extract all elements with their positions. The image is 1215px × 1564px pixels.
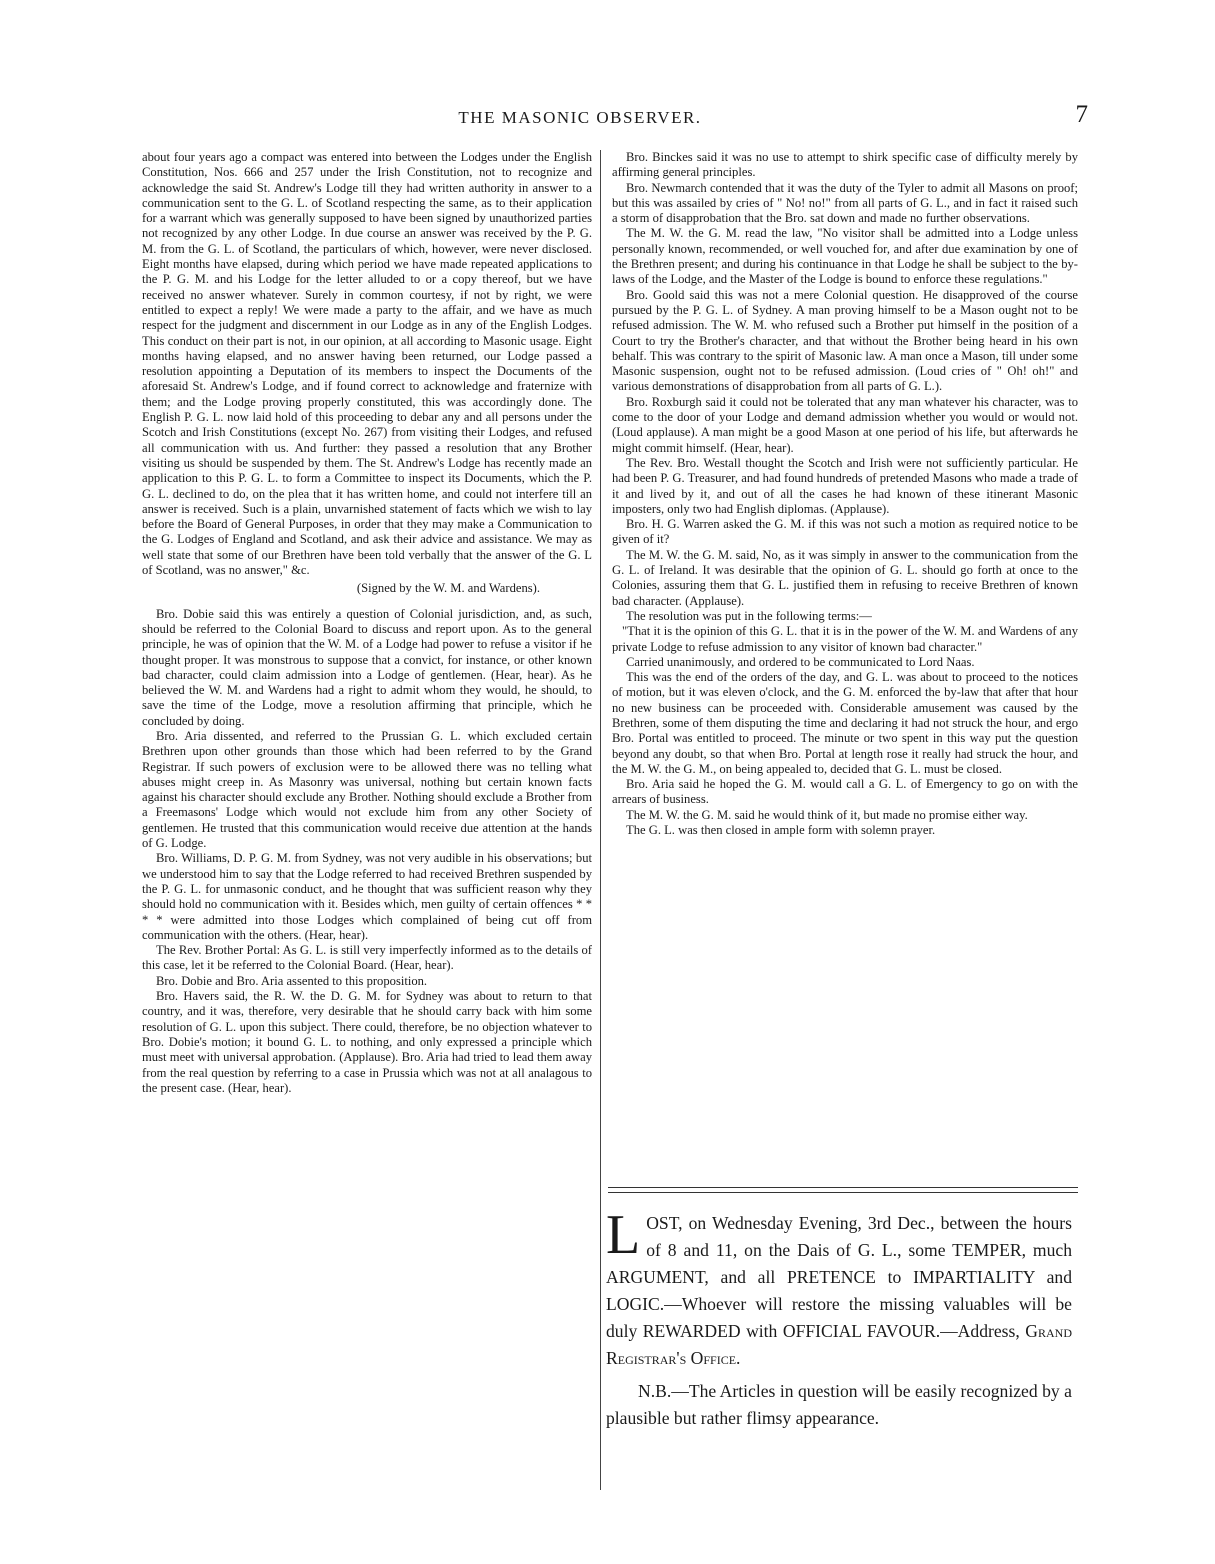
notice-body-paragraph <box>606 1204 1072 1372</box>
notice-body: OST, on Wednesday Evening, 3rd Dec., between the hours of 8 and 11, on the Dais of G. L., some TEMPER, much ARGUMENT, and all PRETENCE to IMPARTIALITY and LOGIC.—Whoever will restore the missing valuables will be duly REWARDED with OFFICIAL FAVOUR.—Address, <box>606 1213 1072 1341</box>
paragraph: Carried unanimously, and ordered to be communicated to Lord Naas. <box>626 654 975 669</box>
paragraph: Bro. Newmarch contended that it was the duty of the Tyler to admit all Masons on proof; but this was assailed by cries of " No! no!" from all parts of G. L., and in fact it raised such a storm of disapprobation that the Bro. sat down and made no further observations. <box>612 180 1078 226</box>
paragraph: Bro. Aria dissented, and referred to the Prussian G. L. which excluded certain Brethren upon other grounds than those which had been referred to by the Grand Registrar. If such powers of exclusion were to be allowed there was no telling what abuses might creep in. As Masonry was universal, nothing but certain known facts against his character should exclude any Brother. Nothing should exclude a Brother from a Freemasons' Lodge which would not exclude him from any other Society of gentlemen. He trusted that this communication would receive due attention at the hands of G. Lodge. <box>142 728 592 851</box>
paragraph: This was the end of the orders of the day, and G. L. was about to proceed to the notices of motion, but it was eleven o'clock, and the G. M. enforced the by-law that after that hour no new business can be proceeded with. Considerable amusement was caused by the Brethren, some of them disputing the time and declaring it had not struck the hour, and ergo Bro. Portal was entitled to proceed. The minute or two spent in this way put the question beyond any doubt, so that when Bro. Portal at length rose it really had struck the hour, and the M. W. the G. M., on being appealed to, decided that G. L. must be closed. <box>612 670 1078 776</box>
column-divider <box>600 150 601 1490</box>
notice-separator <box>608 1187 1078 1193</box>
paragraph: The G. L. was then closed in ample form with solemn prayer. <box>626 823 936 838</box>
notice-address: Grand Registrar's Office. <box>606 1321 1072 1368</box>
paragraph: Bro. Goold said this was not a mere Colonial question. He disapproved of the course pursued by the P. G. L. of Sydney. A man proving himself to be a Mason ought not to be refused admission. The W. M. who refused such a Brother put himself in the position of a Court to try the Brother's character, and that without the Brother being heard in his own behalf. This was contrary to the spirit of Masonic law. A man once a Mason, till under some Masonic suspension, ought not to be refused admission. (Loud cries of " Oh! oh!" and various demonstrations of disapprobation from all parts of G. L.). <box>612 287 1078 394</box>
drop-cap: L <box>606 1204 641 1266</box>
paragraph: The M. W. the G. M. said he would think of it, but made no promise either way. <box>626 807 1028 822</box>
signature-line: (Signed by the W. M. and Wardens). <box>356 581 540 596</box>
notice-nb: N.B.—The Articles in question will be easily recognized by a plausible but rather flimsy appearance. <box>606 1381 1072 1428</box>
paragraph: Bro. Roxburgh said it could not be tolerated that any man whatever his character, was to come to the door of your Lodge and demand admission whether you would or would not. (Loud applause). A man might be a good Mason at one period of his life, but afterwards he might commit himself. (Hear, hear). <box>612 394 1078 455</box>
paragraph: about four years ago a compact was entered into between the Lodges under the English Constitution, Nos. 666 and 257 under the Irish Constitution, not to recognize and acknowledge the said St. Andrew's Lodge till they had written authority in answer to a communication sent to the G. L. of Scotland respecting the same, as to their application for a warrant which was generally supposed to have been signed by unauthorized parties not recognized by any other Lodge. In due course an answer was received by the P. G. M. from the G. L. of Scotland, the particulars of which, however, were never disclosed. Eight months have elapsed, during which period we have made repeated applications to the P. G. M. and his Lodge for the letter alluded to or a copy thereof, but we have received no answer whatever. Surely in common courtesy, if not by right, we were entitled to expect a reply! We were made a party to the affair, and we have as much respect for the judgment and discernment in our Lodge as in any of the English Lodges. This conduct on their part is not, in our opinion, at all according to Masonic usage. Eight months having elapsed, and no answer having been returned, our Lodge passed a resolution appointing a Deputation of its members to inspect the Documents of the aforesaid St. Andrew's Lodge, and if found correct to acknowledge and fraternize with them; and the Lodge proving properly constituted, this was accordingly done. The English P. G. L. now laid hold of this proceeding to debar any and all persons under the Scotch and Irish Constitutions (except No. 267) from visiting their Lodges, and refused all communication with us. And further: they passed a resolution that any Brother visiting us should be suspended by them. The St. Andrew's Lodge has recently made an application to this P. G. L. to form a Committee to inspect its Documents, which the P. G. L. declined to do, on the plea that it has written home, and could not interfere till an answer is received. Such is a plain, unvarnished statement of facts which we wish to lay before the Board of General Purposes, in order that they may make a Communication to the G. Lodges of England and Scotland, and ask their advice and assistance. We may as well state that some of our Brethren have been told verbally that the answer of the G. L of Scotland, was no answer," &c. <box>142 150 592 578</box>
paragraph: The resolution was put in the following terms:— <box>626 608 872 623</box>
left-column <box>142 150 592 1096</box>
paragraph: The M. W. the G. M. read the law, "No visitor shall be admitted into a Lodge unless personally known, recommended, or well vouched for, and after due examination by one of the Brethren present; and during his continuance in that Lodge he shall be subject to the by-laws of the Lodge, and the Master of the Lodge is bound to enforce these regulations." <box>612 226 1078 287</box>
right-column <box>612 150 1078 838</box>
paragraph: Bro. Binckes said it was no use to attempt to shirk specific case of difficulty merely by affirming general principles. <box>612 150 1078 180</box>
paragraph: Bro. Williams, D. P. G. M. from Sydney, was not very audible in his observations; but we understood him to say that the Lodge referred to had received Brethren suspended by the P. G. L. for unmasonic conduct, and he thought that was sufficient reason why they should hold no communication with it. Besides which, men guilty of certain offences * * * * were admitted into those Lodges which complained of being cut off from communication with the others. (Hear, hear). <box>142 851 592 942</box>
lost-notice <box>606 1204 1072 1432</box>
page-number: 7 <box>1075 101 1088 128</box>
resolution-quote: "That it is the opinion of this G. L. that it is in the power of the W. M. and Wardens of any private Lodge to refuse admission to any visitor of known bad character." <box>612 624 1078 654</box>
running-title: THE MASONIC OBSERVER. <box>458 108 702 127</box>
paragraph: Bro. Aria said he hoped the G. M. would call a G. L. of Emergency to go on with the arrears of business. <box>612 777 1078 807</box>
paragraph: The Rev. Bro. Westall thought the Scotch and Irish were not sufficiently particular. He had been P. G. Treasurer, and had found hundreds of pretended Masons who made a trade of it and lived by it, and out of all the cases he had known of these itinerant Masonic imposters, only two had English diplomas. (Applause). <box>612 455 1078 516</box>
paragraph: Bro. Havers said, the R. W. the D. G. M. for Sydney was about to return to that country, and it was, therefore, very desirable that he should carry back with him some resolution of G. L. upon this subject. There could, therefore, be no objection whatever to Bro. Dobie's motion; it bound G. L. to nothing, and only expressed a principle which must meet with universal approbation. (Applause). Bro. Aria had tried to lead them away from the real question by referring to a case in Prussia which was not at all analagous to the present case. (Hear, hear). <box>142 989 592 1095</box>
paragraph: Bro. H. G. Warren asked the G. M. if this was not such a motion as required notice to be given of it? <box>612 517 1078 547</box>
paragraph: The M. W. the G. M. said, No, as it was simply in answer to the communication from the G. L. of Ireland. It was desirable that the opinion of G. L. should go forth at once to the Colonies, assuring them that G. L. justified them in refusing to receive Brethren of known bad character. (Applause). <box>612 547 1078 608</box>
paragraph: The Rev. Brother Portal: As G. L. is still very imperfectly informed as to the details of this case, let it be referred to the Colonial Board. (Hear, hear). <box>142 943 592 973</box>
paragraph: Bro. Dobie and Bro. Aria assented to this proposition. <box>156 973 428 988</box>
paragraph: Bro. Dobie said this was entirely a question of Colonial jurisdiction, and, as such, should be referred to the Colonial Board to discuss and report upon. As to the general principle, he was of opinion that the W. M. of a Lodge had power to refuse a visitor if he thought proper. It was monstrous to suppose that a convict, for instance, or other known bad character, could claim admission into a Lodge of gentlemen. (Hear, hear). As he believed the W. M. and Wardens had a right to admit whom they would, he should, to save the time of the Lodge, move a resolution affirming that principle, which he concluded by doing. <box>142 606 592 728</box>
